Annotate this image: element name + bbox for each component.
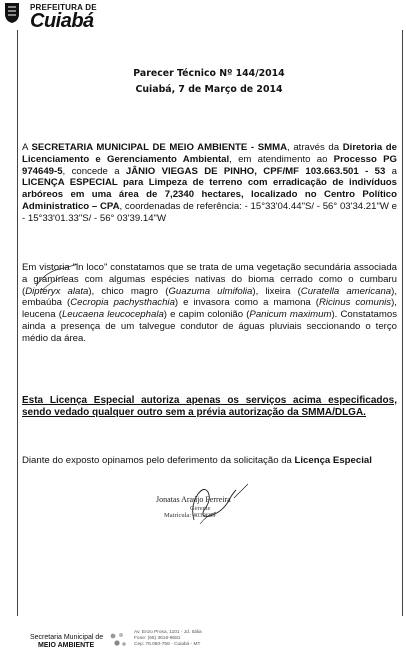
text: Diante do exposto opinamos pelo deferimento da solicitação da [22, 455, 295, 466]
footer-secretaria: Secretaria Municipal de [30, 634, 104, 641]
species-name: Panicum maximum [249, 309, 332, 321]
text: ), leucena ( [22, 297, 397, 321]
paragraph-authorization: Esta Licença Especial autoriza apenas os serviços acima especificados, sendo vedado qualquer outro sem a prévia autorização da SMMA/DLGA. [22, 395, 397, 418]
city-shield-icon [4, 2, 20, 24]
footer-meio-ambiente: MEIO AMBIENTE [38, 642, 95, 649]
species-name: Ricinus comunis [318, 297, 392, 309]
footer-contact [134, 630, 202, 649]
text: Em vistoria "in loco" constatamos que se trata de uma vegetação secundária associada a gramíneas com algumas espécies nativas do bioma cerrado como o cumbaru ( [22, 262, 397, 297]
text: ), chico magro ( [88, 285, 169, 297]
text: , coordenadas de referência: - 15°33'04.44"S/ - 56° 03'34.21"W e - 15°33'01.33"S/ - 56° 03'39.14"W [22, 200, 397, 224]
text: ) e capim colonião ( [163, 309, 250, 321]
prefeitura-logo [4, 2, 124, 32]
text-bold: Processo PG 974649-5 [22, 153, 397, 177]
text: A [22, 142, 32, 153]
paragraph-vistoria [22, 262, 397, 345]
text-bold: LICENÇA ESPECIAL para Limpeza de terreno com erradicação de indivíduos arbóreos em uma área de 7,2340 hectares, localizado no Centro Político Administratico – CPA [22, 177, 397, 212]
text: ), embaúba ( [22, 285, 397, 309]
paragraph-conclusion [22, 455, 397, 467]
species-name: Leucaena leucocephala [61, 309, 164, 321]
text-bold: SECRETARIA MUNICIPAL DE MEIO AMBIENTE - SMMA [31, 142, 288, 153]
signer-registration: Matrícula: 4039609 [164, 512, 216, 519]
signer-role: Gerente [190, 505, 211, 512]
text: ) e invasora como a mamona ( [174, 297, 319, 309]
logo-prefix: PREFEITURA DE [30, 3, 97, 12]
species-name: Dipteryx alata [25, 285, 89, 297]
document-title: Parecer Técnico Nº 144/2014 [133, 68, 285, 79]
signature-block [150, 480, 270, 540]
footer-logo [24, 633, 114, 653]
footer-phone: Fone: (65) 3616-9681 [134, 636, 181, 642]
text: , através da [287, 142, 343, 153]
signer-name: Jonatas Araújo Ferreira [156, 495, 231, 504]
text-bold: Licença Especial [294, 455, 372, 466]
document-date: Cuiabá, 7 de Março de 2014 [135, 84, 283, 95]
paragraph-license [22, 142, 397, 225]
footer-cep: Cep: 78.060-758 - Cuiabá - MT [134, 642, 201, 648]
text: , concede a [62, 165, 126, 177]
text: ), lixeira ( [252, 285, 301, 297]
species-name: Guazuma ulmifolia [168, 285, 253, 297]
text-bold: JÂNIO VIEGAS DE PINHO, CPF/MF 103.663.501 - 53 [125, 165, 386, 177]
leaf-icon [107, 630, 129, 652]
footer-address: Av. Enzo Prosa, 1101 - Jd. Itália [134, 630, 202, 635]
species-name: Cecropia pachysthachia [70, 297, 175, 309]
text-bold: Diretoria de Licenciamento e Gerenciamento Ambiental [22, 142, 397, 165]
text: , em atendimento ao [229, 153, 334, 165]
species-name: Curatella americana [300, 285, 392, 297]
logo-city: Cuiabá [30, 10, 94, 32]
text: a [385, 165, 397, 177]
text: ). Constatamos ainda a presença de um talvegue condutor de águas pluviais seccionando o terço médio da área. [22, 309, 397, 344]
